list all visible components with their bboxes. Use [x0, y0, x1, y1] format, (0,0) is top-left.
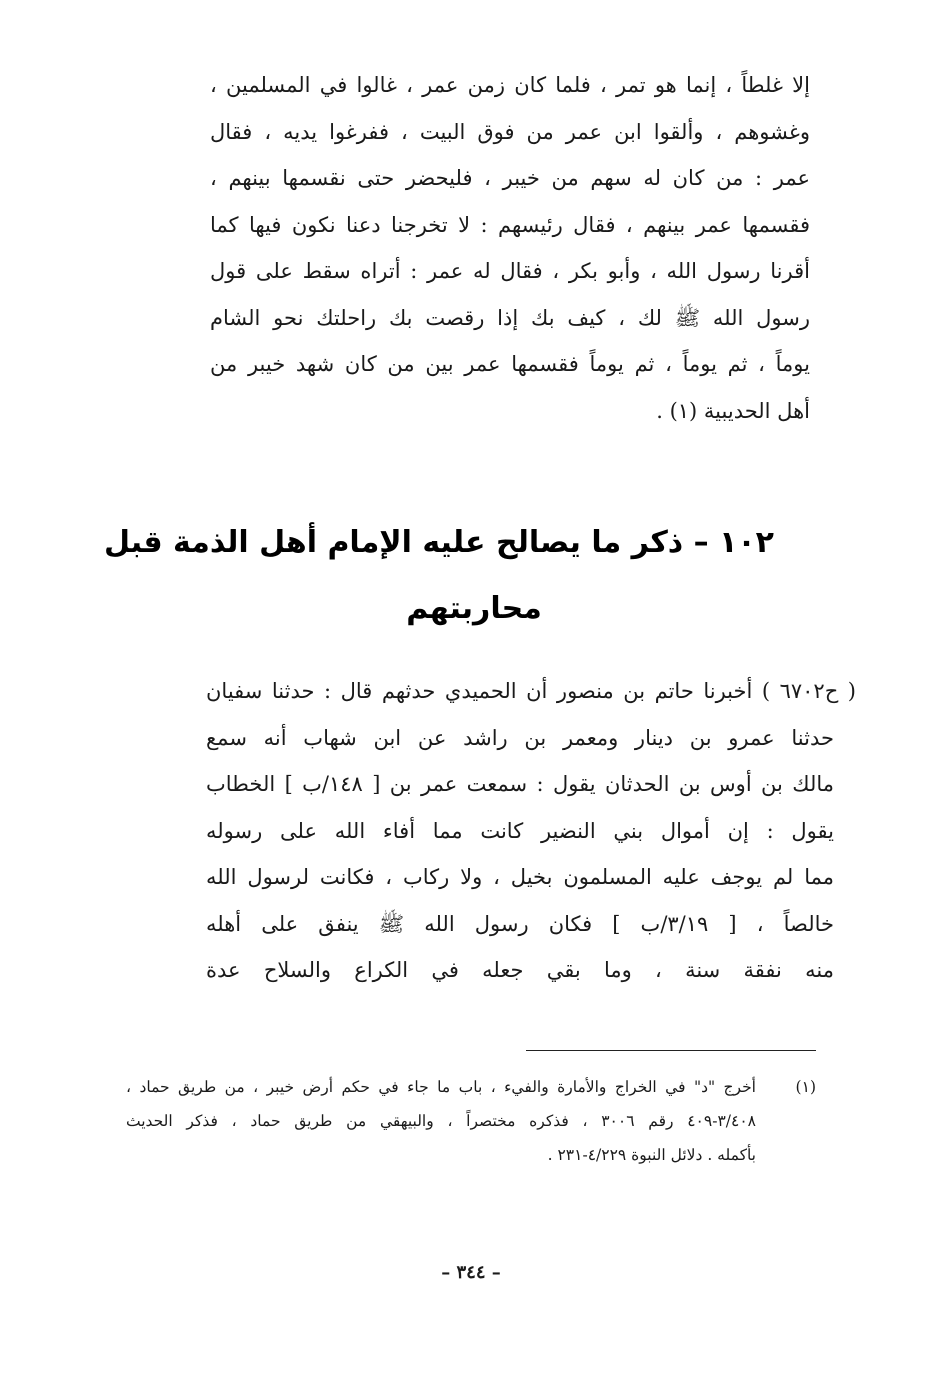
- text-line: ( ح٦٧٠٢ ) أخبرنا حاتم بن منصور أن الحميدي حدثهم قال : حدثنا سفيان: [206, 679, 856, 703]
- text-line: رسول الله ﷺ لك ، كيف بك إذا رقصت بك راحلتك نحو الشام: [210, 305, 810, 330]
- paragraph-hadith: [206, 668, 856, 994]
- footnote: [126, 1070, 816, 1172]
- footnote-line: أخرج "د" في الخراج والأمارة والفيء ، باب ما جاء في حكم أرض خيبر ، من طريق حماد ،: [126, 1078, 756, 1096]
- footnote-separator: [526, 1050, 816, 1051]
- text-line: أقرنا رسول الله ، وأبو بكر ، فقال له عمر : أتراه سقط على قول: [210, 259, 810, 283]
- text-line: عمر : من كان له سهم من خيبر ، فليحضر حتى نقسمها بينهم ،: [210, 166, 810, 190]
- text-line: وغشوهم ، وألقوا ابن عمر من فوق البيت ، ففرغوا يديه ، فقال: [210, 119, 810, 144]
- heading-line-1: ١٠٢ – ذكر ما يصالح عليه الإمام أهل الذمة قبل: [103, 525, 774, 560]
- text-line: حدثنا عمرو بن دينار ومعمر بن راشد عن ابن شهاب أنه سمع: [206, 725, 834, 750]
- text-line: فقسمها عمر بينهم ، فقال رئيسهم : لا تخرجنا دعنا نكون فيها كما: [210, 212, 810, 237]
- footnote-line: بأكمله . دلائل النبوة ٤/٢٢٩-٢٣١ .: [547, 1146, 756, 1164]
- text-line: يوماً ، ثم يوماً ، ثم يوماً فقسمها عمر بين من كان شهد خيبر من: [210, 352, 810, 376]
- text-line: إلا غلطاً ، إنما هو تمر ، فلما كان زمن عمر ، غالوا في المسلمين ،: [210, 73, 810, 97]
- footnote-marker: (١): [795, 1078, 816, 1096]
- footnote-line: ٣/٤٠٨-٤٠٩ رقم ٣٠٠٦ ، فذكره مختصراً ، والبيهقي من طريق حماد ، فذكر الحديث: [126, 1112, 756, 1130]
- text-line: مالك بن أوس بن الحدثان يقول : سمعت عمر بن [ ١٤٨/ب ] الخطاب: [206, 772, 834, 796]
- heading-line-2: محاربتهم: [406, 591, 542, 626]
- text-line: مما لم يوجف عليه المسلمون بخيل ، ولا ركاب ، فكانت لرسول الله: [206, 865, 834, 889]
- text-line: منه نفقة سنة ، وما بقي جعله في الكراع والسلاح عدة: [206, 958, 834, 982]
- section-heading: [103, 510, 774, 642]
- paragraph-top: [210, 62, 810, 434]
- page-number: – ٣٤٤ –: [441, 1262, 501, 1283]
- text-line: خالصاً ، [ ٣/١٩/ب ] فكان رسول الله ﷺ ينفق على أهله: [206, 911, 834, 936]
- text-line: أهل الحديبية (١) .: [656, 398, 810, 423]
- footnote-body: [126, 1070, 756, 1172]
- text-line: يقول : إن أموال بني النضير كانت مما أفاء الله على رسوله: [206, 818, 834, 843]
